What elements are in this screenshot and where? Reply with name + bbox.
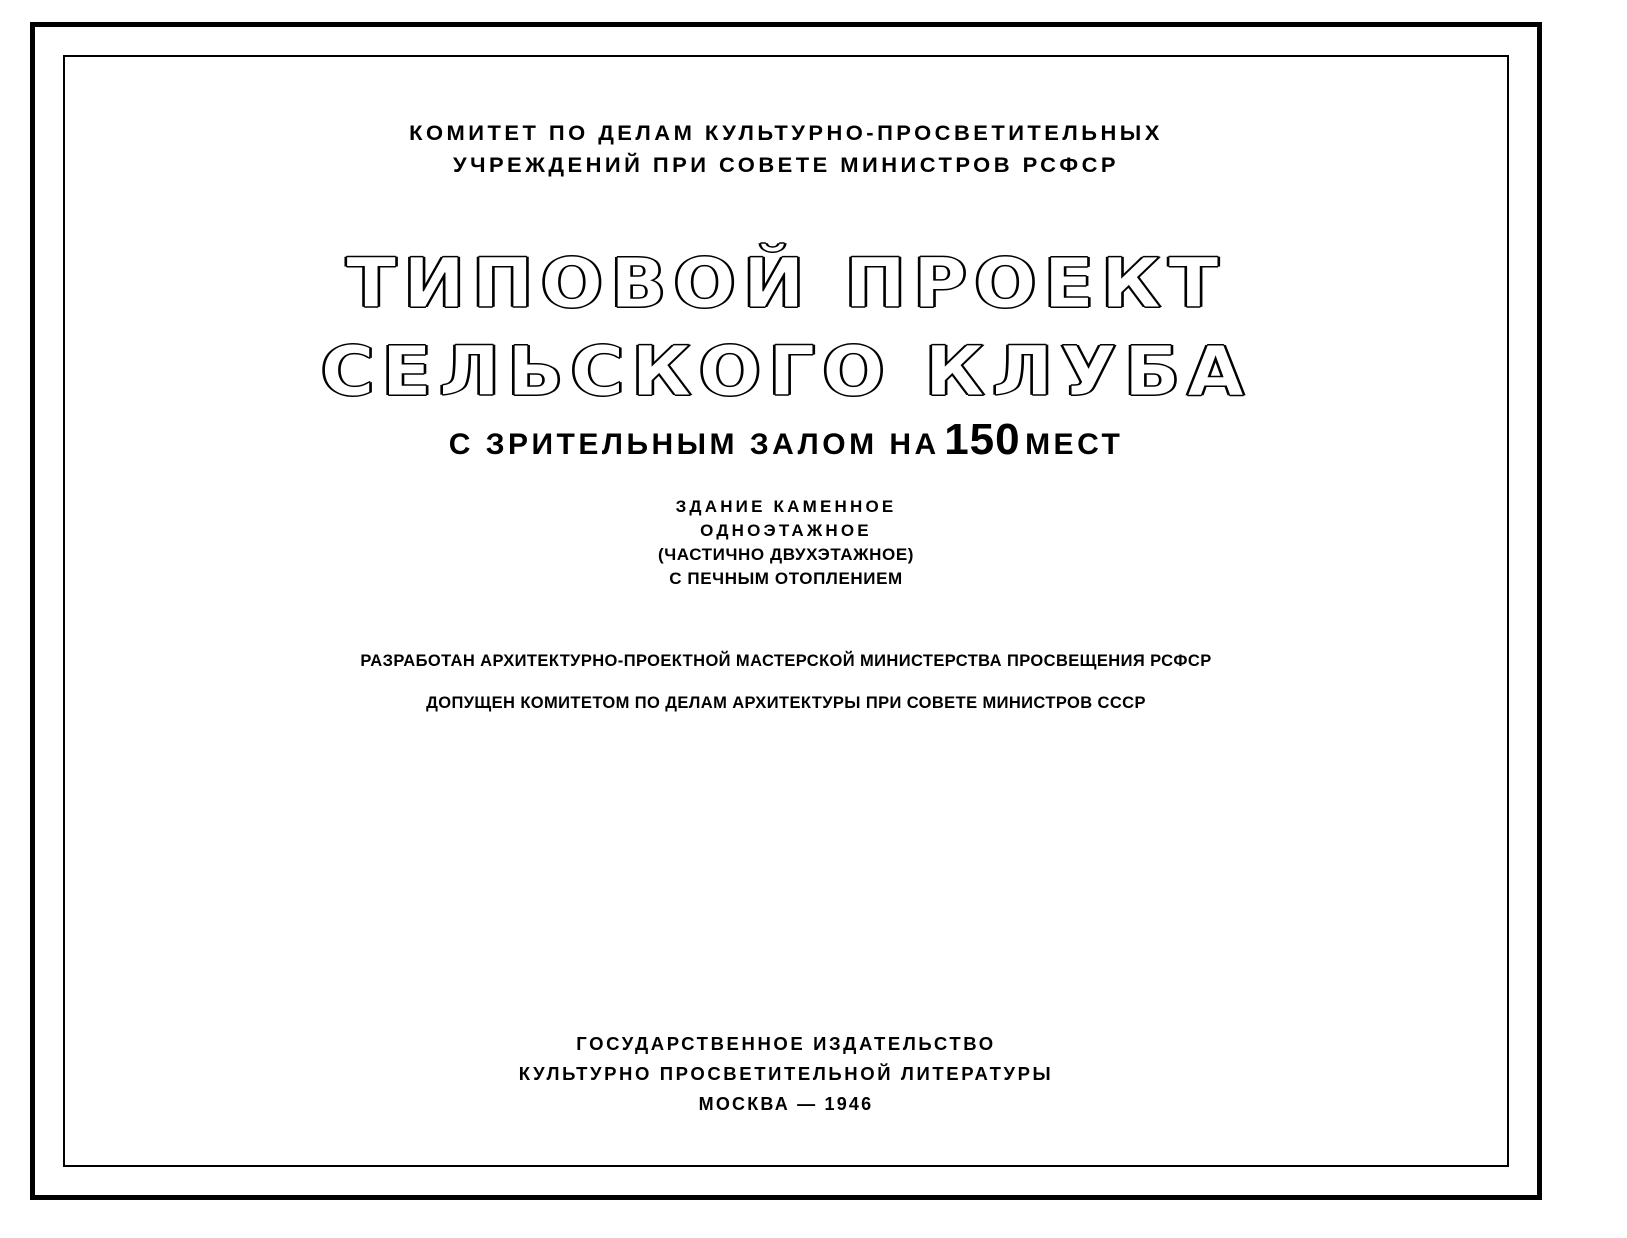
building-description bbox=[63, 495, 1509, 591]
subtitle-suffix: МЕСТ bbox=[1025, 428, 1124, 461]
title-line-1: ТИПОВОЙ ПРОЕКТ bbox=[346, 244, 1226, 324]
publisher-block bbox=[63, 1029, 1509, 1119]
publisher-city-year: МОСКВА — 1946 bbox=[698, 1094, 874, 1114]
subtitle-seat-count: 150 bbox=[944, 415, 1021, 464]
approved-by-line: ДОПУЩЕН КОМИТЕТОМ ПО ДЕЛАМ АРХИТЕКТУРЫ ПРИ СОВЕТЕ МИНИСТРОВ СССР bbox=[426, 694, 1146, 712]
description-line-4: С ПЕЧНЫМ ОТОПЛЕНИЕМ bbox=[669, 569, 903, 588]
issuing-authority bbox=[63, 117, 1509, 181]
title-page-content bbox=[63, 55, 1509, 1167]
authority-line-2: УЧРЕЖДЕНИЙ ПРИ СОВЕТЕ МИНИСТРОВ РСФСР bbox=[452, 153, 1120, 177]
title-line-2: СЕЛЬСКОГО КЛУБА bbox=[320, 332, 1252, 412]
publisher-line-2: КУЛЬТУРНО ПРОСВЕТИТЕЛЬНОЙ ЛИТЕРАТУРЫ bbox=[518, 1063, 1054, 1084]
subtitle-prefix: С ЗРИТЕЛЬНЫМ ЗАЛОМ НА bbox=[448, 428, 940, 461]
subtitle-seating bbox=[63, 415, 1509, 465]
description-line-3: (ЧАСТИЧНО ДВУХЭТАЖНОЕ) bbox=[657, 545, 915, 564]
page-title bbox=[63, 240, 1509, 416]
authority-line-1: КОМИТЕТ ПО ДЕЛАМ КУЛЬТУРНО-ПРОСВЕТИТЕЛЬНЫХ bbox=[409, 121, 1163, 145]
approval-block bbox=[63, 640, 1509, 724]
description-line-1: ЗДАНИЕ КАМЕННОЕ bbox=[675, 497, 897, 516]
description-line-2: ОДНОЭТАЖНОЕ bbox=[700, 521, 872, 540]
publisher-line-1: ГОСУДАРСТВЕННОЕ ИЗДАТЕЛЬСТВО bbox=[576, 1033, 996, 1054]
developed-by-line: РАЗРАБОТАН АРХИТЕКТУРНО-ПРОЕКТНОЙ МАСТЕРСКОЙ МИНИСТЕРСТВА ПРОСВЕЩЕНИЯ РСФСР bbox=[360, 652, 1212, 670]
